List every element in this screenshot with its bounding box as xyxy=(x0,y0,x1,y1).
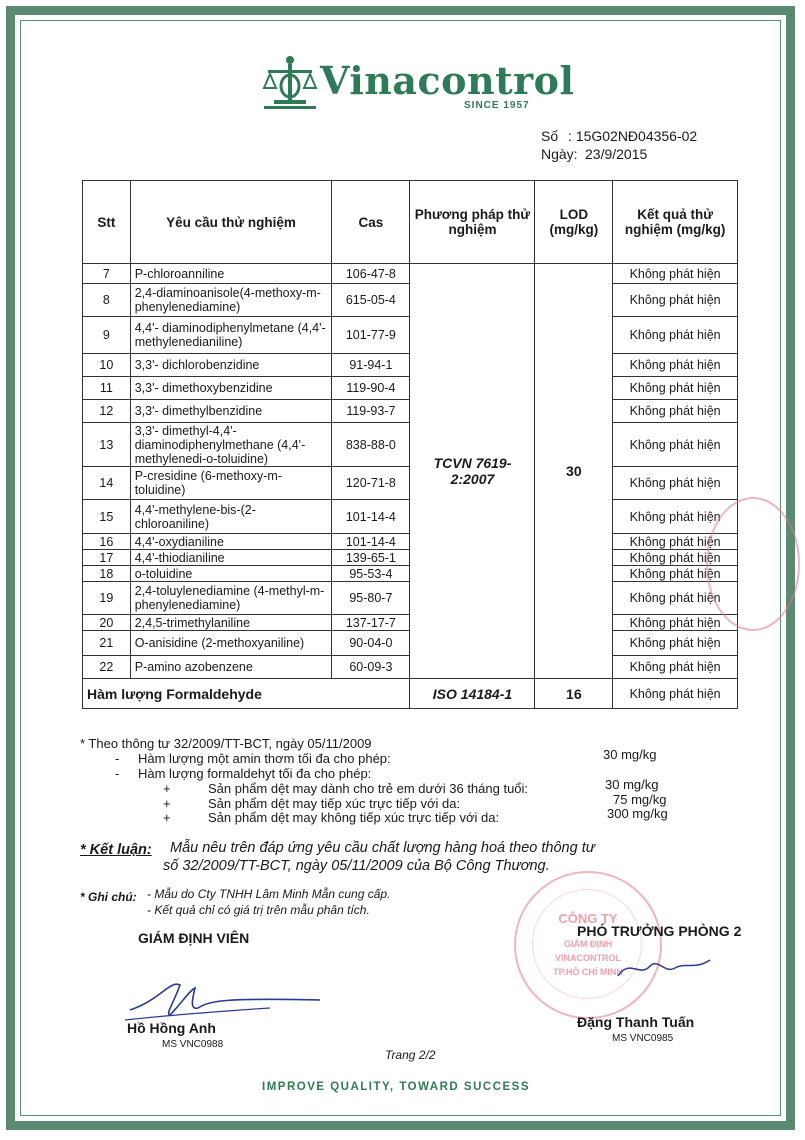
row-cas: 101-14-4 xyxy=(332,534,410,550)
row-requirement: O-anisidine (2-methoxyaniline) xyxy=(130,631,332,656)
note-line-3: Hàm lượng formaldehyt tối đa cho phép: xyxy=(138,766,372,781)
row-cas: 91-94-1 xyxy=(332,354,410,377)
row-requirement: 4,4'-oxydianiline xyxy=(130,534,332,550)
right-signer-ms: MS VNC0985 xyxy=(612,1033,674,1044)
note-line-1: * Theo thông tư 32/2009/TT-BCT, ngày 05/11/2009 xyxy=(80,736,372,751)
row-result: Không phát hiện xyxy=(613,566,738,582)
note-plus-5: + xyxy=(163,796,171,811)
row-stt: 15 xyxy=(83,500,131,534)
ngay-label: Ngày: xyxy=(541,146,578,162)
row-result: Không phát hiện xyxy=(613,377,738,400)
formaldehyde-name: Hàm lượng Formaldehyde xyxy=(83,679,410,709)
row-requirement: o-toluidine xyxy=(130,566,332,582)
ghichu-line-1: - Mẫu do Cty TNHH Lâm Minh Mẫn cung cấp. xyxy=(147,887,391,901)
ghichu-line-2: - Kết quả chỉ có giá trị trên mẫu phân tích. xyxy=(147,903,370,917)
right-signer-name: Đặng Thanh Tuấn xyxy=(577,1014,695,1030)
note-value-5: 75 mg/kg xyxy=(613,792,667,807)
row-result: Không phát hiện xyxy=(613,264,738,284)
row-stt: 22 xyxy=(83,656,131,679)
row-stt: 17 xyxy=(83,550,131,566)
stamp-text-top: CÔNG TY xyxy=(558,911,618,926)
conclusion-line-2: số 32/2009/TT-BCT, ngày 05/11/2009 của Bộ Công Thương. xyxy=(163,858,550,874)
conclusion-label: * Kết luận: xyxy=(80,842,152,858)
note-value-2: 30 mg/kg xyxy=(603,747,657,762)
row-stt: 9 xyxy=(83,317,131,354)
row-stt: 20 xyxy=(83,615,131,631)
left-signer-title: GIÁM ĐỊNH VIÊN xyxy=(138,930,250,946)
col-result: Kết quả thử nghiệm (mg/kg) xyxy=(613,181,738,264)
col-stt: Stt xyxy=(83,181,131,264)
row-result: Không phát hiện xyxy=(613,500,738,534)
note-line-4: Sản phẩm dệt may dành cho trẻ em dưới 36 tháng tuổi: xyxy=(208,781,529,796)
row-lod: 30 xyxy=(535,264,613,679)
row-requirement: P-cresidine (6-methoxy-m-toluidine) xyxy=(130,467,332,500)
footer-slogan: IMPROVE QUALITY, TOWARD SUCCESS xyxy=(262,1081,531,1093)
row-result: Không phát hiện xyxy=(613,354,738,377)
row-stt: 10 xyxy=(83,354,131,377)
conclusion-line-1: Mẫu nêu trên đáp ứng yêu cầu chất lượng hàng hoá theo thông tư xyxy=(170,840,595,856)
row-stt: 8 xyxy=(83,284,131,317)
note-dash-2: - xyxy=(115,751,120,766)
formaldehyde-lod: 16 xyxy=(535,679,613,709)
stamp-text-1: GIÁM ĐỊNH xyxy=(564,939,612,949)
note-plus-6: + xyxy=(163,810,171,825)
row-requirement: 2,4-toluylenediamine (4-methyl-m-phenylenediamine) xyxy=(130,582,332,615)
col-cas: Cas xyxy=(332,181,410,264)
row-requirement: 3,3'- dimethylbenzidine xyxy=(130,400,332,423)
row-requirement: 3,3'- dimethoxybenzidine xyxy=(130,377,332,400)
row-cas: 101-77-9 xyxy=(332,317,410,354)
row-result: Không phát hiện xyxy=(613,615,738,631)
row-stt: 11 xyxy=(83,377,131,400)
side-stamp xyxy=(706,497,800,631)
row-requirement: 3,3'- dimethyl-4,4'-diaminodiphenylmethane (4,4'- methylenedi-o-toluidine) xyxy=(130,423,332,467)
row-cas: 119-90-4 xyxy=(332,377,410,400)
row-stt: 21 xyxy=(83,631,131,656)
row-result: Không phát hiện xyxy=(613,400,738,423)
brand-since: SINCE 1957 xyxy=(464,100,530,111)
scale-emblem-icon xyxy=(262,52,318,112)
row-cas: 60-09-3 xyxy=(332,656,410,679)
note-value-6: 300 mg/kg xyxy=(607,806,668,821)
row-cas: 137-17-7 xyxy=(332,615,410,631)
page-number: Trang 2/2 xyxy=(385,1048,436,1062)
so-label: Số xyxy=(541,128,559,144)
note-line-6: Sản phẩm dệt may không tiếp xúc trực tiếp với da: xyxy=(208,810,500,825)
formaldehyde-row xyxy=(83,679,738,709)
row-cas: 838-88-0 xyxy=(332,423,410,467)
stamp-text-3: TP.HỒ CHÍ MINH xyxy=(553,967,623,977)
vinacontrol-logo xyxy=(262,52,575,112)
left-signer-ms: MS VNC0988 xyxy=(162,1039,224,1050)
row-stt: 19 xyxy=(83,582,131,615)
note-line-2: Hàm lượng một amin thơm tối đa cho phép: xyxy=(138,751,391,766)
right-signer-title: PHÓ TRƯỞNG PHÒNG 2 xyxy=(577,923,742,939)
row-requirement: 2,4,5-trimethylaniline xyxy=(130,615,332,631)
stamp-text-2: VINACONTROL xyxy=(555,953,621,963)
row-requirement: P-amino azobenzene xyxy=(130,656,332,679)
brand-name: Vinacontrol xyxy=(320,58,575,103)
row-cas: 101-14-4 xyxy=(332,500,410,534)
row-result: Không phát hiện xyxy=(613,550,738,566)
row-cas: 139-65-1 xyxy=(332,550,410,566)
row-result: Không phát hiện xyxy=(613,631,738,656)
row-requirement: P-chloroanniline xyxy=(130,264,332,284)
row-cas: 615-05-4 xyxy=(332,284,410,317)
row-cas: 120-71-8 xyxy=(332,467,410,500)
row-cas: 95-53-4 xyxy=(332,566,410,582)
results-table xyxy=(82,180,738,709)
row-stt: 13 xyxy=(83,423,131,467)
note-line-5: Sản phẩm dệt may tiếp xúc trực tiếp với da: xyxy=(208,796,461,811)
row-requirement: 2,4-diaminoanisole(4-methoxy-m- phenylenediamine) xyxy=(130,284,332,317)
row-result: Không phát hiện xyxy=(613,284,738,317)
row-result: Không phát hiện xyxy=(613,534,738,550)
so-value: : 15G02NĐ04356-02 xyxy=(568,128,698,144)
row-requirement: 4,4'-methylene-bis-(2-chloroaniline) xyxy=(130,500,332,534)
row-result: Không phát hiện xyxy=(613,467,738,500)
note-value-4: 30 mg/kg xyxy=(605,777,659,792)
formaldehyde-method: ISO 14184-1 xyxy=(410,679,535,709)
left-signer-name: Hồ Hồng Anh xyxy=(127,1020,216,1036)
row-stt: 7 xyxy=(83,264,131,284)
company-stamp xyxy=(514,871,662,1019)
row-requirement: 4,4'- diaminodiphenylmetane (4,4'- methylenedianiline) xyxy=(130,317,332,354)
row-cas: 106-47-8 xyxy=(332,264,410,284)
row-stt: 14 xyxy=(83,467,131,500)
formaldehyde-result: Không phát hiện xyxy=(613,679,738,709)
table-row xyxy=(83,264,738,284)
right-signature-icon xyxy=(610,948,720,988)
row-stt: 12 xyxy=(83,400,131,423)
note-plus-4: + xyxy=(163,781,171,796)
row-result: Không phát hiện xyxy=(613,582,738,615)
col-lod: LOD (mg/kg) xyxy=(535,181,613,264)
row-cas: 119-93-7 xyxy=(332,400,410,423)
row-stt: 18 xyxy=(83,566,131,582)
row-stt: 16 xyxy=(83,534,131,550)
row-requirement: 4,4'-thiodianiline xyxy=(130,550,332,566)
ghichu-label: * Ghi chú: xyxy=(80,890,137,904)
col-requirement: Yêu cầu thử nghiệm xyxy=(130,181,332,264)
row-result: Không phát hiện xyxy=(613,656,738,679)
row-result: Không phát hiện xyxy=(613,317,738,354)
ngay-value: 23/9/2015 xyxy=(585,146,648,162)
col-method: Phương pháp thử nghiệm xyxy=(410,181,535,264)
note-dash-3: - xyxy=(115,766,120,781)
row-cas: 90-04-0 xyxy=(332,631,410,656)
row-cas: 95-80-7 xyxy=(332,582,410,615)
row-requirement: 3,3'- dichlorobenzidine xyxy=(130,354,332,377)
row-result: Không phát hiện xyxy=(613,423,738,467)
row-method: TCVN 7619-2:2007 xyxy=(410,264,535,679)
